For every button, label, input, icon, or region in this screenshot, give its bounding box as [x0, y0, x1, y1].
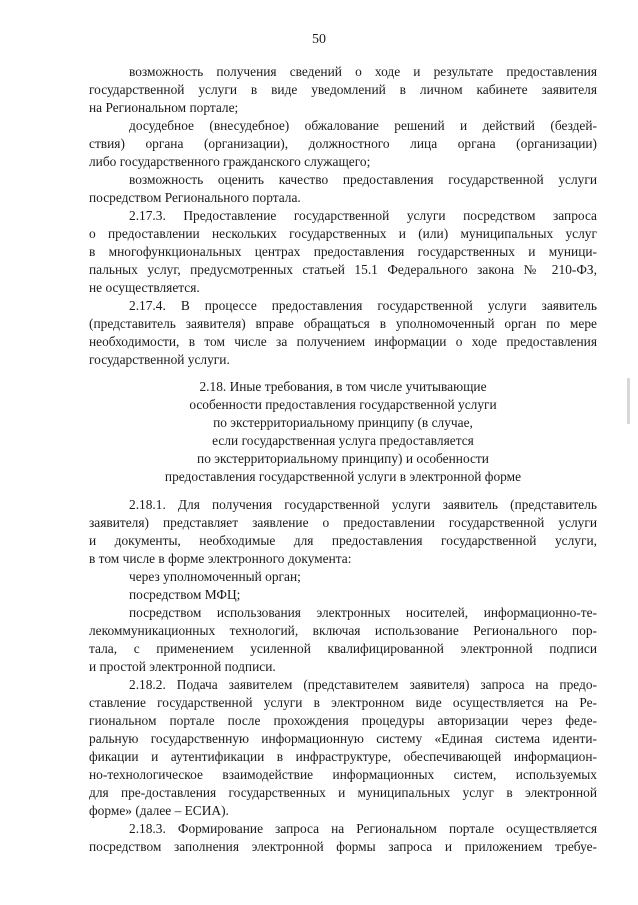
- text-line: 2.18.3. Формирование запроса на Региональном портале осуществляется: [129, 821, 597, 836]
- section-heading-line: 2.18. Иные требования, в том числе учитывающие: [199, 379, 487, 394]
- text-line: гиональном портале после прохождения процедуры авторизации через феде-: [89, 713, 597, 728]
- text-line: ствия) органа (организации), должностного лица органа (организации): [89, 136, 597, 151]
- text-line: заявителя) представляет заявление о предоставлении государственной услуги: [89, 515, 597, 530]
- text-line: посредством Регионального портала.: [89, 190, 301, 205]
- section-heading-line: если государственная услуга предоставляется: [212, 433, 474, 448]
- page-number: 50: [312, 32, 326, 47]
- text-line: пальных услуг, предусмотренных статьей 15.1 Федерального закона № 210-ФЗ,: [89, 262, 597, 277]
- text-line: и простой электронной подписи.: [89, 659, 276, 674]
- text-line: посредством заполнения электронной формы запроса и приложением требуе-: [89, 839, 597, 854]
- text-line: либо государственного гражданского служащего;: [89, 154, 371, 169]
- text-line: ставление государственной услуги в электронном виде осуществляется на Ре-: [89, 695, 597, 710]
- section-heading-line: предоставления государственной услуги в электронной форме: [164, 469, 522, 484]
- text-line: посредством МФЦ;: [129, 587, 241, 602]
- text-line: тала, с применением усиленной квалифицированной электронной подписи: [89, 641, 597, 656]
- text-line: форме» (далее – ЕСИА).: [89, 803, 229, 818]
- section-heading-line: по экстерриториальному принципу (в случае,: [213, 415, 473, 430]
- section-heading-line: по экстерриториальному принципу) и особенности: [197, 451, 489, 466]
- text-line: необходимости, в том числе за получением информации о ходе предоставления: [89, 334, 597, 349]
- text-line: для пре-доставления государственных и муниципальных услуг в электронной: [89, 785, 597, 800]
- text-line: и документы, необходимые для предоставления государственной услуги,: [89, 533, 597, 548]
- text-line: но-технологическое взаимодействие информационных систем, используемых: [89, 767, 597, 782]
- text-line: 2.17.4. В процессе предоставления государственной услуги заявитель: [129, 298, 597, 313]
- text-line: 2.18.1. Для получения государственной услуги заявитель (представитель: [129, 497, 597, 512]
- text-line: не осуществляется.: [89, 280, 200, 295]
- text-line: в том числе в форме электронного документа:: [89, 551, 352, 566]
- text-line: через уполномоченный орган;: [129, 569, 301, 584]
- text-line: возможность получения сведений о ходе и результате предоставления: [129, 64, 597, 79]
- scan-edge-mark: [627, 378, 630, 424]
- text-line: 2.17.3. Предоставление государственной услуги посредством запроса: [129, 208, 597, 223]
- text-line: 2.18.2. Подача заявителем (представителем заявителя) запроса на предо-: [129, 677, 597, 692]
- text-line: (представитель заявителя) вправе обращаться в уполномоченный орган по мере: [89, 316, 597, 331]
- text-line: фикации и аутентификации в инфраструктуре, обеспечивающей информацион-: [89, 749, 597, 764]
- text-line: возможность оценить качество предоставления государственной услуги: [129, 172, 597, 187]
- text-line: государственной услуги в виде уведомлений в личном кабинете заявителя: [89, 82, 597, 97]
- text-line: посредством использования электронных носителей, информационно-те-: [129, 605, 597, 620]
- section-heading-line: особенности предоставления государственной услуги: [189, 397, 497, 412]
- text-line: о предоставлении нескольких государственных и (или) муниципальных услуг: [89, 226, 597, 241]
- text-line: лекоммуникационных технологий, включая использование Регионального пор-: [89, 623, 597, 638]
- text-line: в многофункциональных центрах предоставления государственных и муници-: [89, 244, 597, 259]
- text-line: на Региональном портале;: [89, 100, 239, 115]
- text-line: государственной услуги.: [89, 352, 230, 367]
- text-line: досудебное (внесудебное) обжалование решений и действий (бездей-: [129, 118, 597, 133]
- text-line: ральную государственную информационную систему «Единая система иденти-: [89, 731, 597, 746]
